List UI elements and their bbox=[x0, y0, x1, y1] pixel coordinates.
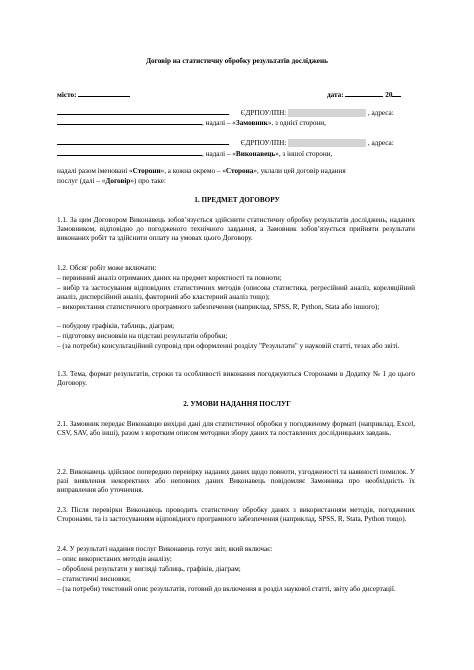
clause-1-2-item: – вибір та застосування відповідних статистичних методів (описова статистика, регресійний аналіз, кореляційний аналіз, дисперсійний аналіз, факторний або кластерний аналіз тощо); bbox=[57, 284, 415, 301]
clause-2-3: 2.3. Після перевірки Виконавець проводить статистичну обробку даних з використанням методів, погоджених Сторонами, та із застосуванням відповідного програмного забезпечення (наприклад, SPSS, R, Stata, Python тощо). bbox=[57, 506, 415, 523]
clause-2-4-item: – (за потреби) текстовий опис результатів, готовий до включення в розділ наукової статті, звіту або дисертації. bbox=[57, 585, 396, 593]
customer-line-1: ЄДРПОУ/ІПН: , адреса: bbox=[57, 107, 394, 118]
city-label: місто: bbox=[57, 89, 130, 100]
clause-2-4-item: – опис використаних методів аналізу; bbox=[57, 555, 172, 563]
clause-2-2: 2.2. Виконавець здійснює попередню перевірку наданих даних щодо повноти, узгодженості та наявності помилок. У разі виявлення некоректних або неповних даних Виконавець повідомляє Замовника про необхідність їх виправлення або уточнення. bbox=[57, 468, 415, 494]
city-field[interactable] bbox=[78, 89, 130, 97]
section-2-title: 2. УМОВИ НАДАННЯ ПОСЛУГ bbox=[183, 400, 291, 408]
executor-line-2: , надалі – «Виконавець», з іншої сторони, bbox=[57, 148, 332, 159]
date-line: дата: 20 bbox=[327, 89, 401, 100]
date-field[interactable] bbox=[345, 89, 383, 97]
clause-1-2-head: 1.2. Обсяг робіт може включати: bbox=[57, 264, 157, 272]
clause-2-1: 2.1. Замовник передає Виконавцю вихідні дані для статистичної обробки у погодженому форматі (наприклад, Excel, CSV, SAV, або інші), разом з коротким описом методики збору даних та поставлених дослідницьких завдань. bbox=[57, 420, 415, 437]
customer-address-field[interactable] bbox=[57, 117, 202, 125]
executor-line-1: ЄДРПОУ/ІПН: , адреса: bbox=[57, 137, 394, 148]
intro-line-1: надалі разом іменовані «Сторони», а кожна окремо – «Сторона», уклали цей договір надання bbox=[57, 167, 346, 175]
clause-2-4-head: 2.4. У результаті надання послуг Виконавець готує звіт, який включає: bbox=[57, 545, 273, 553]
clause-1-2-item: – первинний аналіз отриманих даних на предмет коректності та повноти; bbox=[57, 274, 282, 282]
year-field[interactable] bbox=[392, 89, 401, 97]
clause-2-4-item: – оброблені результати у вигляді таблиць, графіків, діаграм; bbox=[57, 565, 241, 573]
clause-1-2-item: – підготовку висновків на підставі результатів обробки; bbox=[57, 332, 228, 340]
intro-line-2: послуг (далі – «Договір») про таке: bbox=[57, 177, 166, 185]
clause-1-2-item: – побудову графіків, таблиць, діаграм; bbox=[57, 322, 175, 330]
clause-1-2-item: – (за потреби) консультаційний супровід при оформленні розділу "Результати" у науковій статті, тезах або звіті. bbox=[57, 342, 400, 350]
clause-2-4-item: – статистичні висновки; bbox=[57, 575, 131, 583]
clause-1-2-item: – використання статистичного програмного забезпечення (наприклад, SPSS, R, Python, Stata або іншого); bbox=[57, 303, 380, 311]
document-title: Договір на статистичну обробку результатів досліджень bbox=[146, 57, 328, 65]
executor-address-field[interactable] bbox=[57, 148, 202, 156]
section-1-title: 1. ПРЕДМЕТ ДОГОВОРУ bbox=[194, 196, 280, 204]
executor-edrpou-field[interactable] bbox=[288, 139, 366, 147]
customer-line-2: , надалі – «Замовник», з однієї сторони, bbox=[57, 117, 326, 128]
clause-1-3: 1.3. Тема, формат результатів, строки та особливості виконання погоджуються Сторонами в Додатку № 1 до цього Договору. bbox=[57, 370, 415, 387]
executor-name-field[interactable] bbox=[57, 137, 229, 145]
customer-name-field[interactable] bbox=[57, 107, 229, 115]
clause-1-1: 1.1. За цим Договором Виконавець зобов’язується здійснити статистичну обробку результатів досліджень, наданих Замовником, відповідно до погодженого технічного завдання, а Замовник зобов’язується прийняти результати виконаних робіт та здійснити оплату на умовах цього Договору. bbox=[57, 216, 415, 242]
